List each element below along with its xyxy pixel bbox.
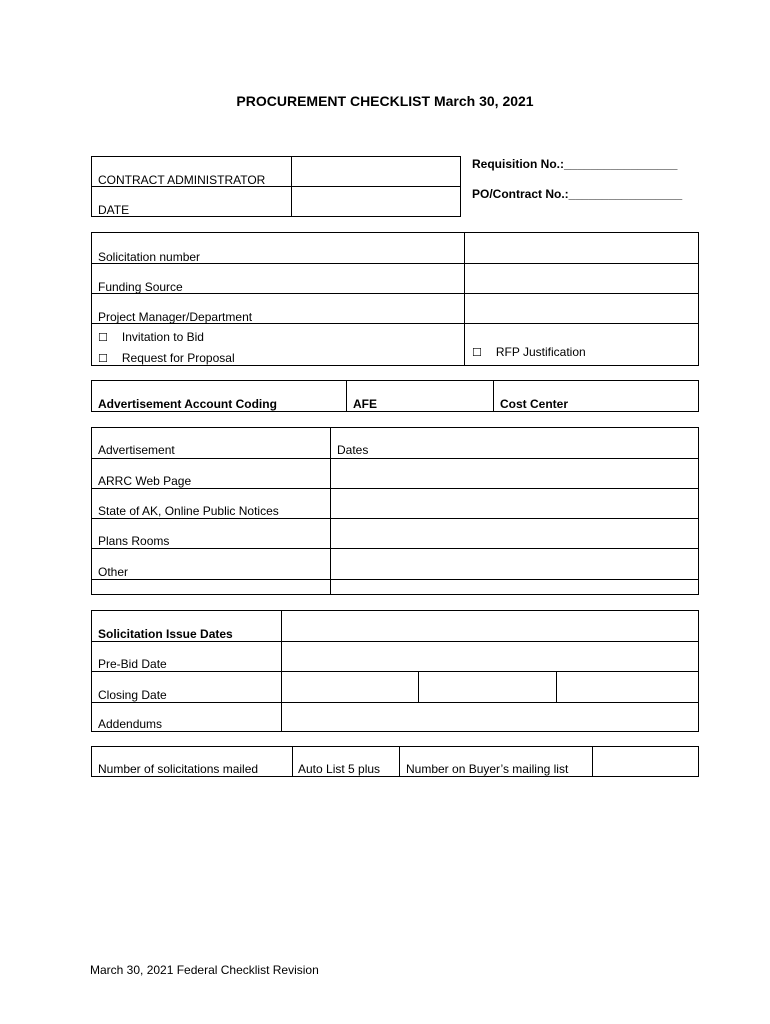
- row-divider: [92, 458, 698, 459]
- project-manager-label: Project Manager/Department: [98, 310, 253, 324]
- footer-revision: March 30, 2021 Federal Checklist Revision: [90, 963, 319, 977]
- dates-col: [330, 428, 331, 594]
- contract-administrator-label: CONTRACT ADMINISTRATOR: [98, 173, 266, 187]
- advertisement-label: Advertisement: [98, 443, 175, 457]
- afe-label: AFE: [353, 397, 377, 411]
- closing-date-cell[interactable]: [556, 671, 557, 702]
- addendums-label: Addendums: [98, 717, 163, 731]
- dates-label: Dates: [337, 443, 369, 457]
- auto-list-label: Auto List 5 plus: [298, 762, 381, 776]
- buyers-mailing-list-label: Number on Buyer’s mailing list: [406, 762, 569, 776]
- account-coding-label: Advertisement Account Coding: [98, 397, 277, 411]
- rfp-justification-option[interactable]: [472, 345, 586, 359]
- row-divider: [92, 518, 698, 519]
- admin-table: [91, 156, 461, 217]
- arrc-web-page-label: ARRC Web Page: [98, 474, 192, 488]
- row-divider: [92, 702, 698, 703]
- page-title: PROCUREMENT CHECKLIST March 30, 2021: [236, 93, 534, 109]
- issue-dates-table: [91, 610, 699, 732]
- solicitation-table: [91, 232, 699, 366]
- checkbox-icon[interactable]: ☐: [98, 332, 108, 344]
- mailing-table: [91, 746, 699, 777]
- solicitation-value-col: [464, 233, 465, 365]
- invitation-to-bid-option[interactable]: [98, 330, 204, 344]
- po-contract-no-field[interactable]: PO/Contract No.:_________________: [472, 187, 683, 201]
- closing-date-cell[interactable]: [418, 671, 419, 702]
- invitation-to-bid-label: Invitation to Bid: [121, 330, 204, 344]
- pre-bid-date-label: Pre-Bid Date: [98, 657, 167, 671]
- date-label: DATE: [98, 203, 130, 217]
- row-divider: [92, 579, 698, 580]
- buyers-count-cell[interactable]: [592, 747, 698, 776]
- advertisement-table: [91, 427, 699, 595]
- rfp-justification-label: RFP Justification: [495, 345, 586, 359]
- solicitations-mailed-label: Number of solicitations mailed: [98, 762, 259, 776]
- request-for-proposal-label: Request for Proposal: [121, 351, 235, 365]
- online-public-notices-label: State of AK, Online Public Notices: [98, 504, 279, 518]
- plans-rooms-label: Plans Rooms: [98, 534, 170, 548]
- buyers-list-cell[interactable]: [399, 747, 400, 776]
- row-divider: [92, 671, 698, 672]
- checkbox-icon[interactable]: ☐: [98, 353, 108, 365]
- row-divider: [92, 641, 698, 642]
- solicitation-number-label: Solicitation number: [98, 250, 201, 264]
- requisition-no-field[interactable]: Requisition No.:_________________: [472, 157, 678, 171]
- request-for-proposal-option[interactable]: [98, 351, 235, 365]
- autolist-cell[interactable]: [292, 747, 293, 776]
- other-label: Other: [98, 565, 129, 579]
- issue-dates-label: Solicitation Issue Dates: [98, 627, 233, 641]
- cost-center-label: Cost Center: [500, 397, 569, 411]
- funding-source-label: Funding Source: [98, 280, 183, 294]
- account-coding-table: [91, 380, 699, 412]
- checkbox-icon[interactable]: ☐: [472, 347, 482, 359]
- row-divider: [92, 488, 698, 489]
- closing-date-label: Closing Date: [98, 688, 167, 702]
- row-divider: [92, 548, 698, 549]
